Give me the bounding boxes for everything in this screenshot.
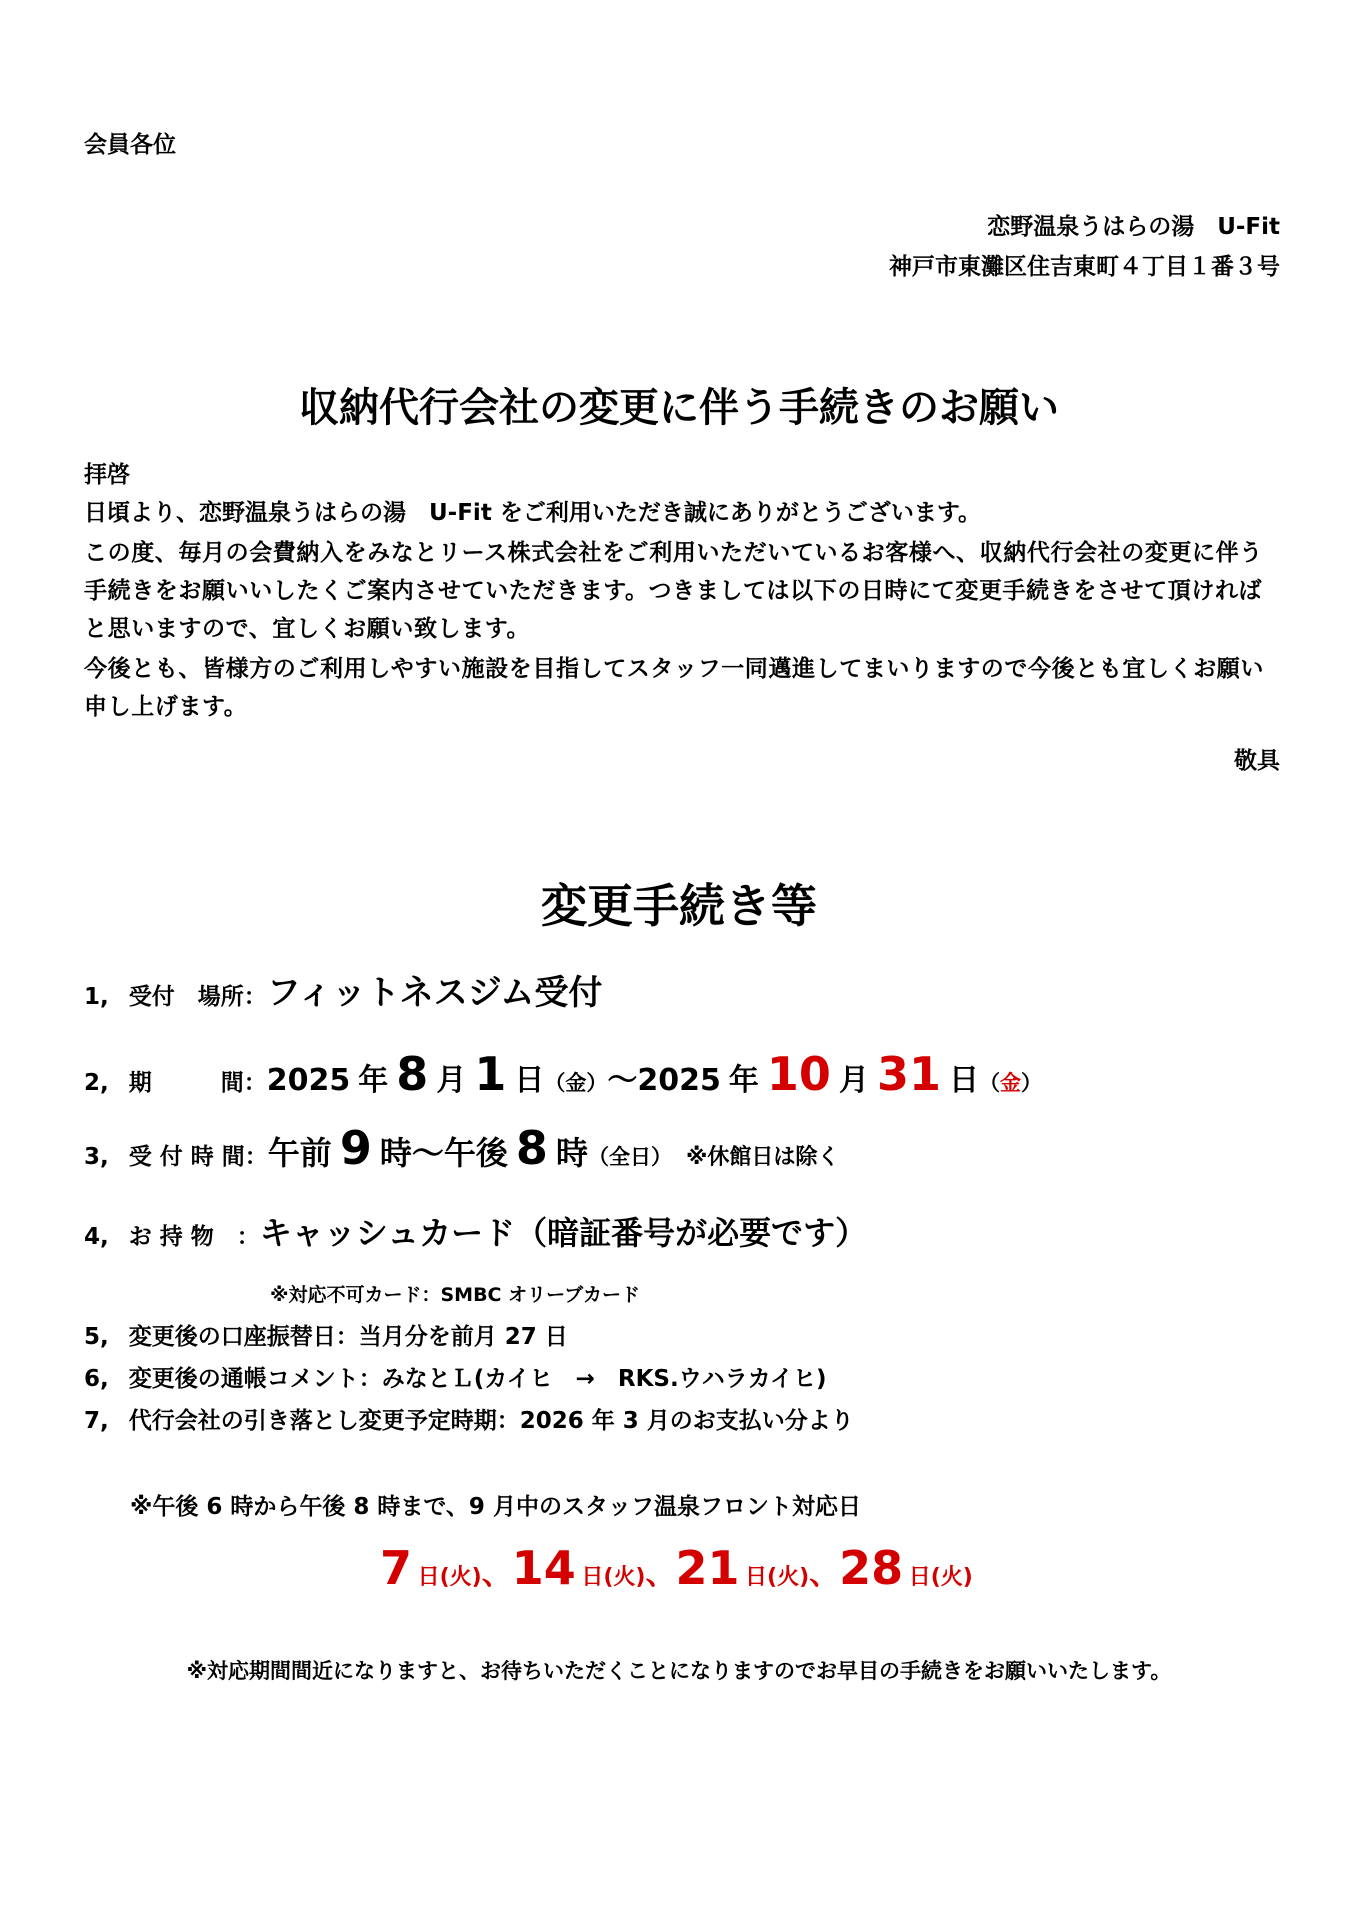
item-5 xyxy=(84,1318,568,1356)
greeting: 拝啓 xyxy=(84,462,130,488)
item-3-am: 午前 xyxy=(267,1134,332,1172)
support-day-3: 21 xyxy=(675,1541,740,1595)
item-6-number: 6, xyxy=(84,1366,109,1392)
item-6 xyxy=(84,1360,827,1398)
item-2-hi-end: 日 xyxy=(948,1063,979,1098)
item-1-number: 1, xyxy=(84,984,109,1010)
item-3-number: 3, xyxy=(84,1144,109,1170)
support-note: ※午後 6 時から午後 8 時まで、9 月中のスタッフ温泉フロント対応日 xyxy=(130,1494,861,1520)
support-day-1-suffix: 日(火) xyxy=(417,1565,482,1590)
item-4 xyxy=(84,1210,867,1260)
item-4-value: キャッシュカード（暗証番号が必要です） xyxy=(259,1214,868,1252)
item-6-text: 変更後の通帳コメント：みなとＬ(カイヒ → RKS.ウハラカイヒ) xyxy=(128,1366,827,1392)
item-2-day-end: 31 xyxy=(876,1047,941,1101)
item-2-separator: ～ xyxy=(607,1063,638,1098)
addressee: 会員各位 xyxy=(84,132,176,158)
item-7-text: 代行会社の引き落とし変更予定時期：2026 年 3 月のお支払い分より xyxy=(128,1408,854,1434)
item-2-nen-end: 年 xyxy=(728,1063,759,1098)
support-day-2: 14 xyxy=(511,1541,576,1595)
item-2-weekday-start: （金） xyxy=(544,1071,608,1095)
support-day-4: 28 xyxy=(839,1541,904,1595)
item-3-label: 受 付 時 間： xyxy=(128,1144,268,1170)
paragraph-3: 今後とも、皆様方のご利用しやすい施設を目指してスタッフ一同邁進してまいりますので今後とも宜しくお願い申し上げます。 xyxy=(84,656,1264,720)
item-2-day-start: 1 xyxy=(474,1047,507,1101)
support-day-3-sep: 、 xyxy=(809,1557,840,1592)
item-3-pm: 午後 xyxy=(443,1134,508,1172)
support-days xyxy=(380,1536,973,1611)
support-day-2-suffix: 日(火) xyxy=(581,1565,646,1590)
item-3 xyxy=(84,1118,839,1188)
item-4-number: 4, xyxy=(84,1224,109,1250)
support-day-2-sep: 、 xyxy=(645,1557,676,1592)
closing: 敬具 xyxy=(1234,748,1280,774)
item-3-hour-end: 8 xyxy=(515,1121,548,1175)
item-4-note: ※対応不可カード：SMBC オリーブカード xyxy=(270,1284,640,1306)
item-2-label: 期 間： xyxy=(128,1070,267,1096)
paragraph-1: 日頃より、恋野温泉うはらの湯 U-Fit をご利用いただき誠にありがとうございます。 xyxy=(84,500,981,526)
item-3-hour-start: 9 xyxy=(339,1121,372,1175)
sender-name: 恋野温泉うはらの湯 U-Fit xyxy=(987,214,1280,240)
paragraph-2: この度、毎月の会費納入をみなとリース株式会社をご利用いただいているお客様へ、収納代行会社の変更に伴う手続きをお願いいしたくご案内させていただきます。つきましては以下の日時にて変更手続きをさせて頂ければと思いますので、宜しくお願い致します。 xyxy=(84,540,1263,642)
item-5-text: 変更後の口座振替日：当月分を前月 27 日 xyxy=(128,1324,568,1350)
item-2-hi-start: 日 xyxy=(514,1063,545,1098)
item-2-month-end: 10 xyxy=(766,1047,831,1101)
item-3-all-days: （全日） xyxy=(587,1145,672,1169)
item-2-weekday-end: 金 xyxy=(999,1071,1021,1095)
item-2-month-start: 8 xyxy=(396,1047,429,1101)
section-title: 変更手続き等 xyxy=(541,879,817,933)
footer-note: ※対応期間間近になりますと、お待ちいただくことになりますのでお早目の手続きをお願いいたします。 xyxy=(186,1659,1172,1683)
document-title: 収納代行会社の変更に伴う手続きのお願い xyxy=(299,385,1059,431)
sender-address: 神戸市東灘区住吉東町４丁目１番３号 xyxy=(889,254,1280,280)
item-2-tsuki-start: 月 xyxy=(436,1063,467,1098)
item-1-value: フィットネスジム受付 xyxy=(266,973,603,1013)
item-1 xyxy=(84,970,602,1020)
item-3-ji-start: 時 xyxy=(379,1134,412,1172)
support-day-1: 7 xyxy=(380,1541,413,1595)
item-2-weekday-open: （ xyxy=(978,1071,1000,1095)
item-4-label: お 持 物 ： xyxy=(128,1224,260,1250)
item-2-weekday-close: ） xyxy=(1020,1071,1042,1095)
item-5-number: 5, xyxy=(84,1324,109,1350)
item-7-number: 7, xyxy=(84,1408,109,1434)
item-2-number: 2, xyxy=(84,1070,109,1096)
support-day-4-suffix: 日(火) xyxy=(908,1565,973,1590)
item-2-year-start: 2025 xyxy=(266,1063,351,1098)
item-2-tsuki-end: 月 xyxy=(838,1063,869,1098)
item-2-nen-start: 年 xyxy=(358,1063,389,1098)
item-3-closed-note: ※休館日は除く xyxy=(685,1145,840,1170)
item-3-ji-end: 時 xyxy=(555,1134,588,1172)
support-day-3-suffix: 日(火) xyxy=(745,1565,810,1590)
item-1-label: 受付 場所： xyxy=(128,984,267,1010)
item-3-separator: ～ xyxy=(411,1134,444,1172)
support-day-1-sep: 、 xyxy=(481,1557,512,1592)
item-2 xyxy=(84,1044,1042,1113)
item-7 xyxy=(84,1402,854,1440)
item-2-year-end: 2025 xyxy=(637,1063,721,1098)
